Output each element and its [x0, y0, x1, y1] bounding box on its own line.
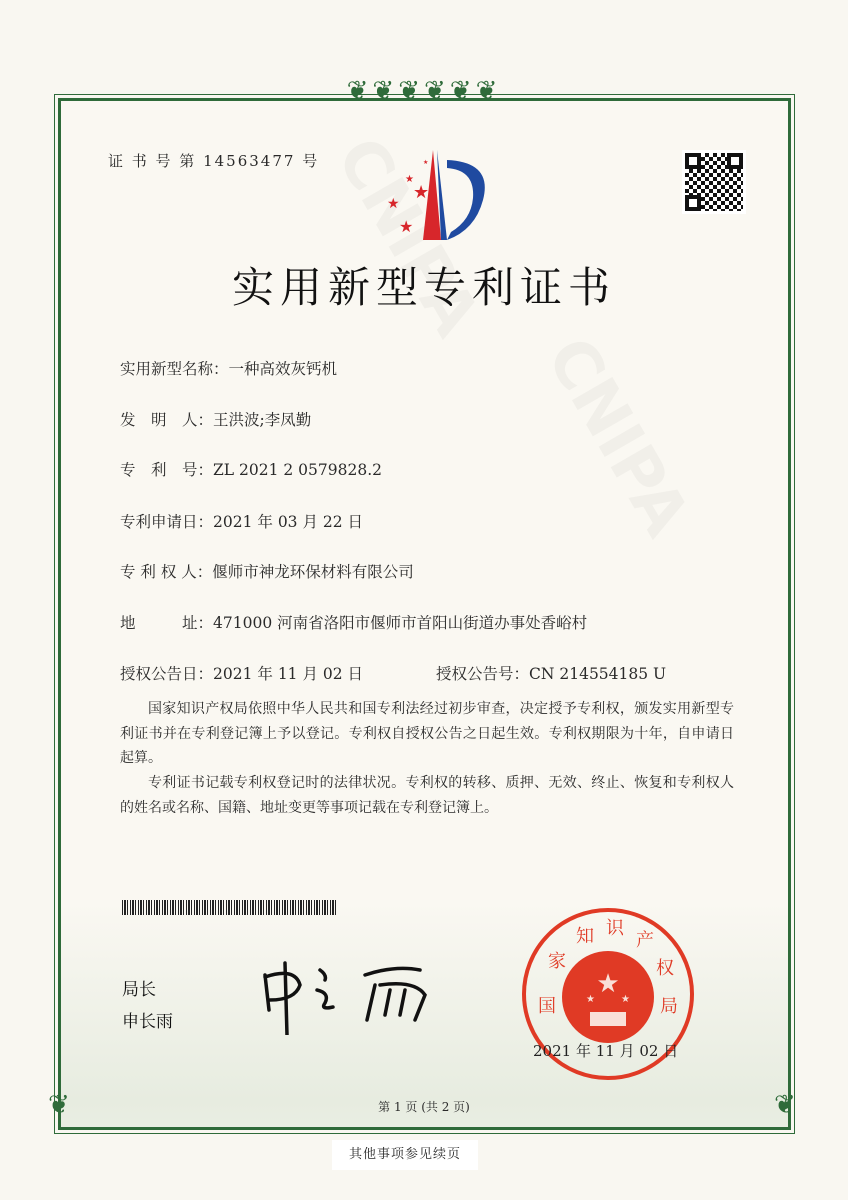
field-value: ZL 2021 2 0579828.2 — [213, 461, 382, 479]
field-label: 发 明 人： — [120, 411, 214, 429]
certificate-number: 证 书 号 第 14563477 号 — [108, 152, 320, 170]
svg-text:★: ★ — [586, 994, 595, 1005]
svg-text:★: ★ — [621, 994, 630, 1005]
svg-text:★: ★ — [423, 159, 429, 166]
field-label: 授权公告号： — [436, 665, 530, 683]
handwritten-signature — [255, 955, 440, 1035]
field-value: 一种高效灰钙机 — [228, 360, 338, 378]
top-ornament: ❦❦❦❦❦❦ — [346, 76, 502, 106]
field-value: 偃师市神龙环保材料有限公司 — [212, 563, 414, 581]
field-value: 471000 河南省洛阳市偃师市首阳山街道办事处香峪村 — [213, 614, 588, 632]
svg-text:★: ★ — [596, 969, 620, 999]
field-patentee — [120, 560, 414, 582]
page-title: 实用新型专利证书 — [231, 263, 616, 312]
continuation-note: 其他事项参见续页 — [332, 1140, 478, 1170]
field-value: 2021 年 11 月 02 日 — [213, 665, 364, 683]
svg-text:★: ★ — [413, 182, 430, 203]
field-label: 实用新型名称： — [120, 360, 229, 378]
svg-text:产: 产 — [636, 930, 654, 951]
field-patent-number — [120, 458, 382, 480]
field-grant-date — [120, 662, 363, 684]
svg-text:★: ★ — [399, 217, 414, 236]
corner-ornament-right: ❦ — [774, 1090, 796, 1120]
field-utility-model-name — [120, 357, 337, 379]
field-label: 专利申请日： — [120, 513, 214, 531]
field-application-date — [120, 510, 363, 532]
body-paragraph: 国家知识产权局依照中华人民共和国专利法经过初步审查，决定授予专利权，颁发实用新型专利证书并在专利登记簿上予以登记。专利权自授权公告之日起生效。专利权期限为十年，自申请日起算。 — [120, 701, 734, 766]
page-indicator: 第 1 页 (共 2 页) — [378, 1100, 470, 1114]
signatory-title: 局长 — [122, 980, 156, 1000]
svg-text:局: 局 — [660, 996, 678, 1017]
field-inventors — [120, 408, 311, 430]
svg-text:权: 权 — [656, 958, 674, 979]
field-value: CN 214554185 U — [529, 665, 667, 683]
qr-code — [682, 150, 746, 214]
svg-text:★: ★ — [387, 196, 400, 212]
field-label: 专 利 权 人： — [120, 563, 213, 581]
corner-ornament-left: ❦ — [48, 1090, 70, 1120]
svg-text:家: 家 — [548, 951, 566, 972]
svg-text:识: 识 — [606, 918, 624, 939]
cnipa-logo — [365, 150, 490, 250]
signatory-name: 申长雨 — [122, 1012, 173, 1032]
seal-date: 2021 年 11 月 02 日 — [533, 1042, 679, 1060]
field-address — [120, 611, 587, 633]
field-value: 王洪波;李凤勤 — [213, 411, 312, 429]
svg-text:★: ★ — [405, 174, 414, 185]
field-grant-number — [436, 662, 666, 684]
field-label: 地 址： — [120, 614, 214, 632]
body-paragraph: 专利证书记载专利权登记时的法律状况。专利权的转移、质押、无效、终止、恢复和专利权人的姓名或名称、国籍、地址变更等事项记载在专利登记簿上。 — [120, 775, 734, 816]
field-label: 专 利 号： — [120, 461, 214, 479]
svg-text:知: 知 — [576, 926, 594, 947]
barcode — [122, 900, 336, 915]
field-value: 2021 年 03 月 22 日 — [213, 513, 364, 531]
field-label: 授权公告日： — [120, 665, 214, 683]
svg-text:国: 国 — [538, 996, 556, 1017]
